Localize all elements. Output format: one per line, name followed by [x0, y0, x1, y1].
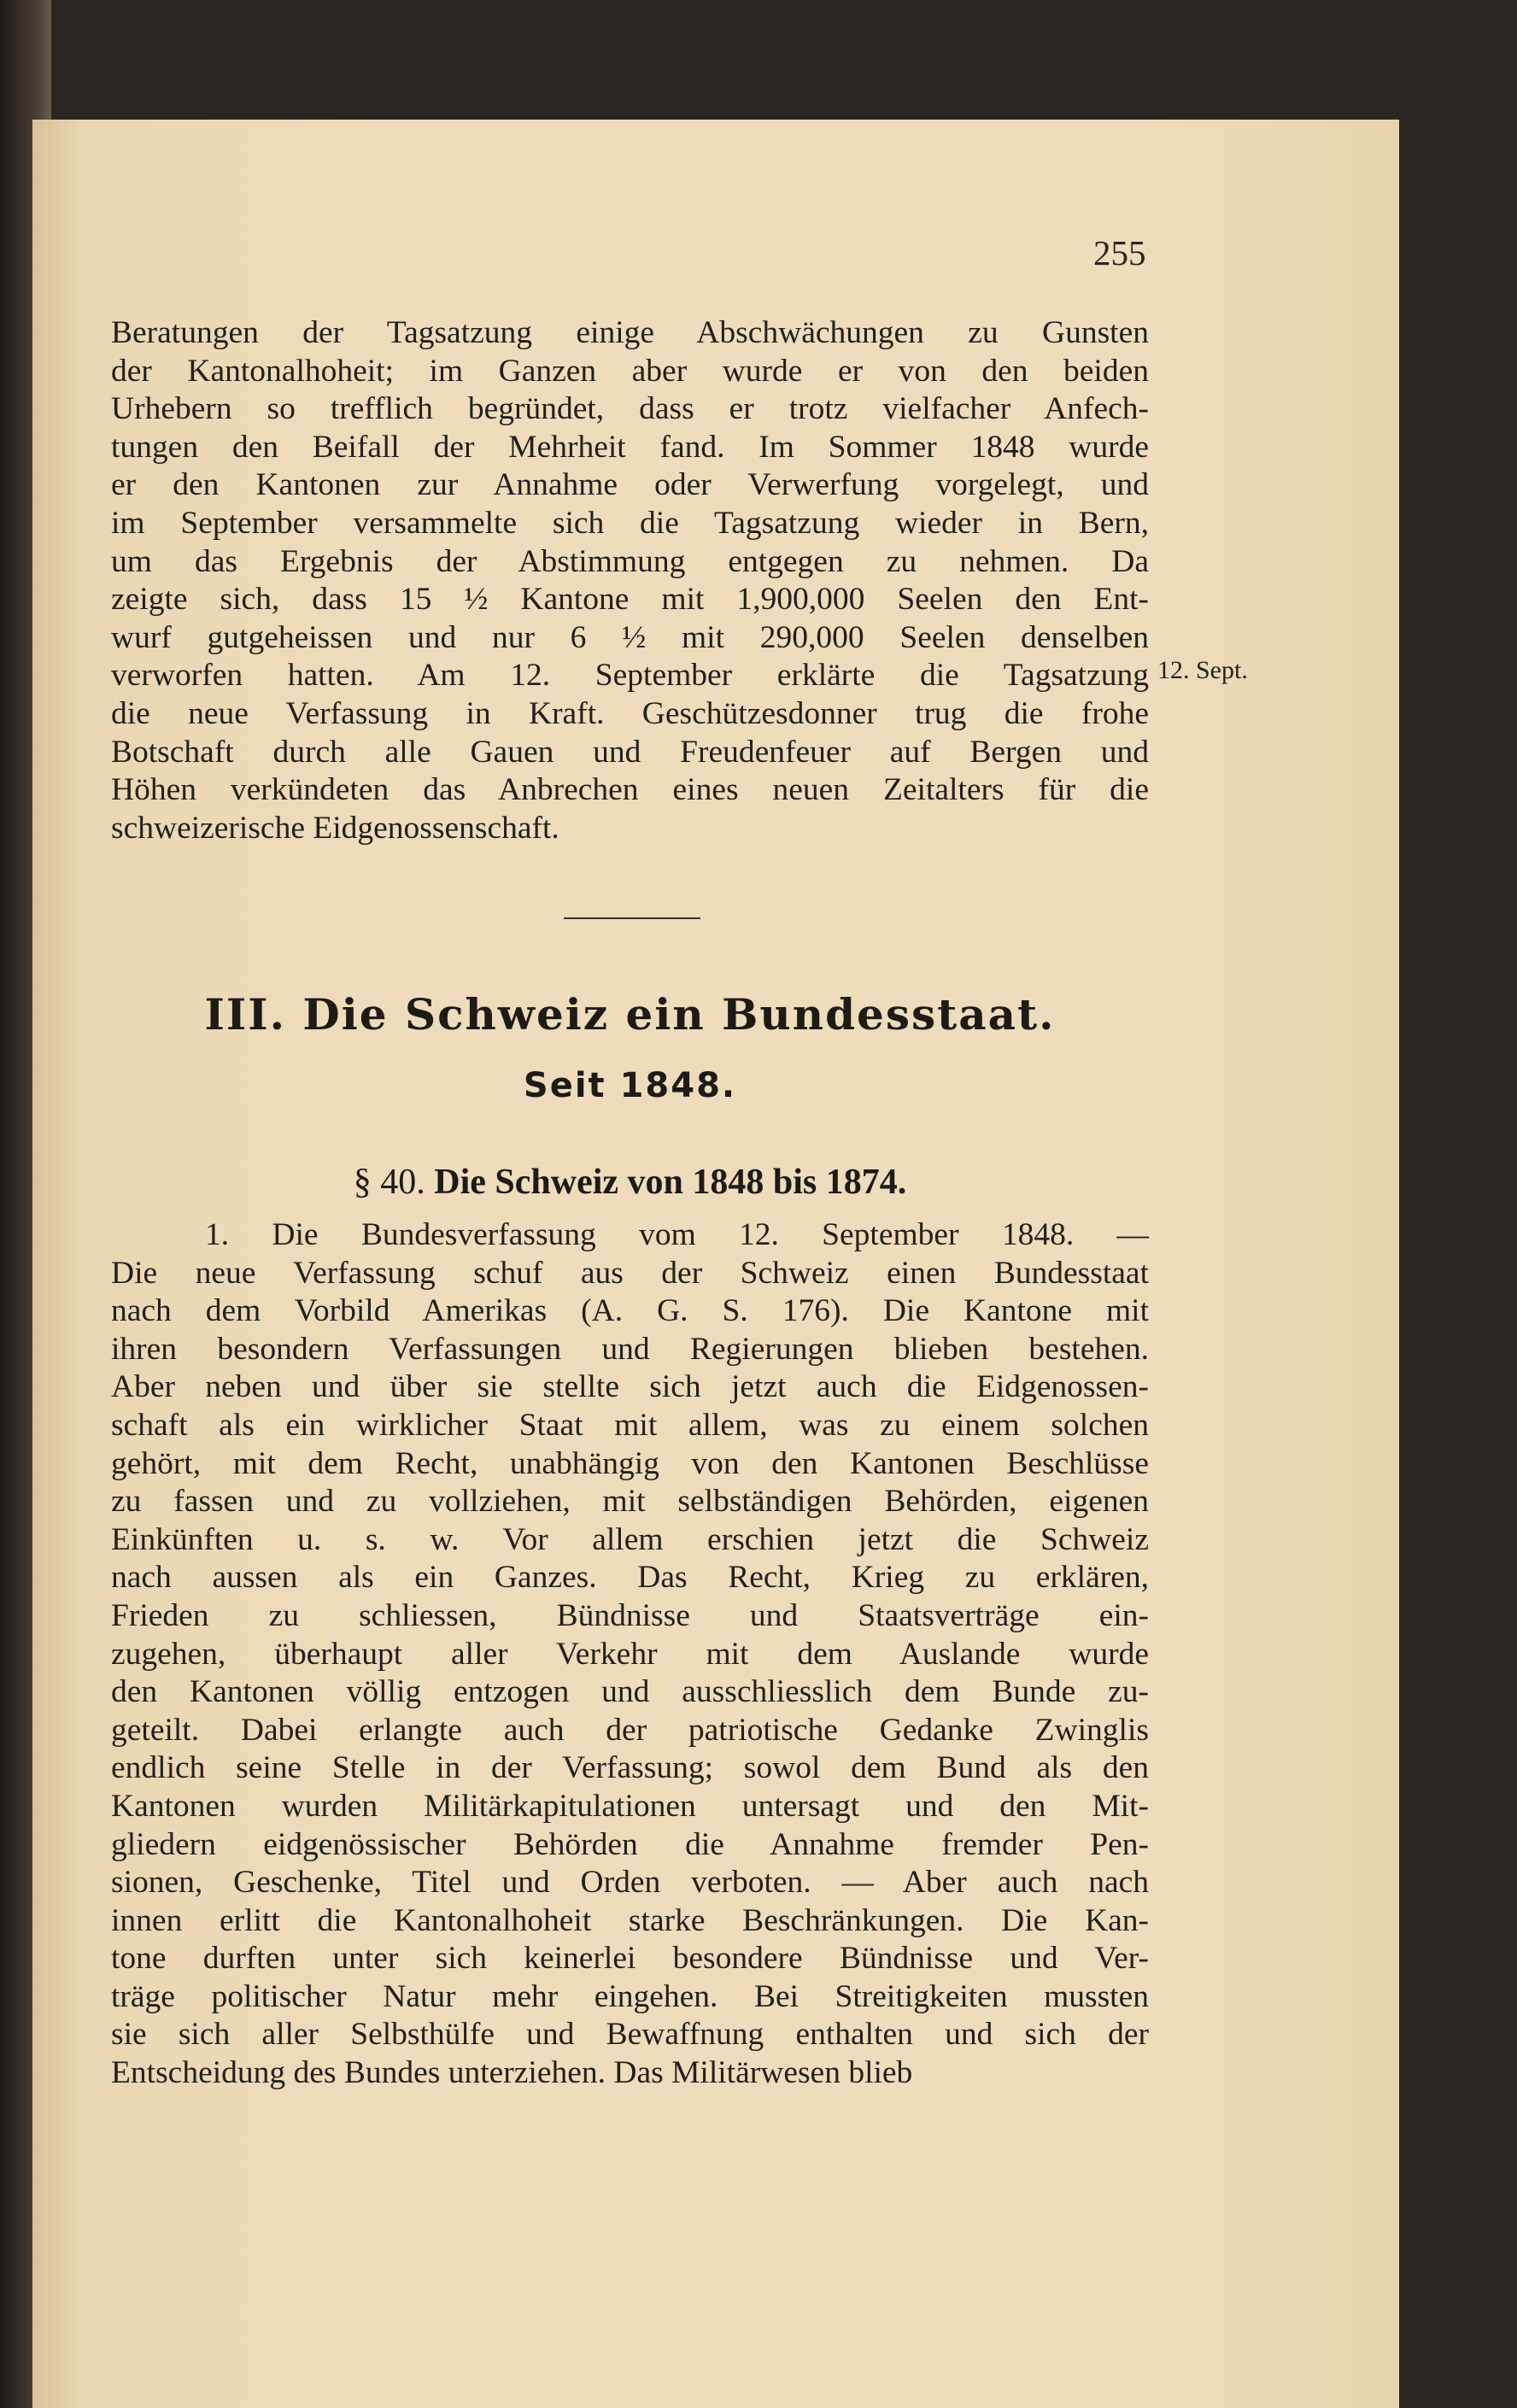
part-subtitle: Seit 1848.: [523, 1066, 737, 1105]
text-line: Aber neben und über sie stellte sich jetzt auch die Eidgenossen-: [111, 1369, 1149, 1405]
text-line: zugehen, überhaupt aller Verkehr mit dem Auslande wurde: [111, 1636, 1149, 1672]
text-line: um das Ergebnis der Abstimmung entgegen zu nehmen. Da: [111, 543, 1149, 579]
text-line: träge politischer Natur mehr eingehen. Bei Streitigkeiten mussten: [111, 1978, 1149, 2014]
text-line: wurf gutgeheissen und nur 6 ½ mit 290,000 Seelen denselben: [111, 619, 1149, 655]
text-line: verworfen hatten. Am 12. September erklärte die Tagsatzung: [111, 658, 1149, 694]
margin-note: 12. Sept.: [1157, 656, 1248, 684]
text-line: tungen den Beifall der Mehrheit fand. Im Sommer 1848 wurde: [111, 429, 1149, 465]
text-line: Botschaft durch alle Gauen und Freudenfeuer auf Bergen und: [111, 734, 1149, 770]
text-line: nach dem Vorbild Amerikas (A. G. S. 176). Die Kantone mit: [111, 1293, 1149, 1329]
text-line: sionen, Geschenke, Titel und Orden verboten. — Aber auch nach: [111, 1865, 1149, 1901]
section-number: § 40.: [353, 1163, 425, 1202]
page-number: 255: [1093, 233, 1146, 272]
text-line: Höhen verkündeten das Anbrechen eines neuen Zeitalters für die: [111, 772, 1149, 808]
paragraph-1: [111, 314, 1149, 847]
text-line: er den Kantonen zur Annahme oder Verwerfung vorgelegt, und: [111, 467, 1149, 503]
section-title: Die Schweiz von 1848 bis 1874.: [434, 1163, 907, 1202]
text-line: Einkünften u. s. w. Vor allem erschien jetzt die Schweiz: [111, 1521, 1149, 1557]
text-line: ihren besondern Verfassungen und Regierungen blieben bestehen.: [111, 1331, 1149, 1367]
text-line: Entscheidung des Bundes unterziehen. Das Militärwesen blieb: [111, 2055, 913, 2091]
text-line: Kantonen wurden Militärkapitulationen untersagt und den Mit-: [111, 1788, 1149, 1824]
text-line: 1. Die Bundesverfassung vom 12. September 1848. —: [205, 1217, 1149, 1252]
text-line: gliedern eidgenössischer Behörden die Annahme fremder Pen-: [111, 1826, 1149, 1862]
text-line: zeigte sich, dass 15 ½ Kantone mit 1,900,000 Seelen den Ent-: [111, 582, 1149, 618]
text-line: nach aussen als ein Ganzes. Das Recht, Krieg zu erklären,: [111, 1560, 1149, 1596]
section-heading: [111, 1162, 1149, 1203]
text-line: im September versammelte sich die Tagsatzung wieder in Bern,: [111, 505, 1149, 541]
text-line: Frieden zu schliessen, Bündnisse und Staatsverträge ein-: [111, 1597, 1149, 1633]
section-separator: [564, 917, 700, 919]
text-line: schweizerische Eidgenossenschaft.: [111, 810, 559, 846]
text-line: tone durften unter sich keinerlei besondere Bündnisse und Ver-: [111, 1941, 1149, 1977]
text-line: Urhebern so trefflich begründet, dass er trotz vielfacher Anfech-: [111, 391, 1149, 427]
part-title: III. Die Schweiz ein Bundesstaat.: [204, 989, 1056, 1040]
text-line: Die neue Verfassung schuf aus der Schweiz einen Bundesstaat: [111, 1255, 1149, 1291]
text-line: geteilt. Dabei erlangte auch der patriotische Gedanke Zwinglis: [111, 1712, 1149, 1748]
text-line: Beratungen der Tagsatzung einige Abschwächungen zu Gunsten: [111, 315, 1149, 350]
text-line: gehört, mit dem Recht, unabhängig von den Kantonen Beschlüsse: [111, 1445, 1149, 1481]
text-line: sie sich aller Selbsthülfe und Bewaffnung enthalten und sich der: [111, 2017, 1149, 2053]
text-line: den Kantonen völlig entzogen und ausschliesslich dem Bunde zu-: [111, 1674, 1149, 1710]
text-line: zu fassen und zu vollziehen, mit selbständigen Behörden, eigenen: [111, 1484, 1149, 1520]
text-line: innen erlitt die Kantonalhoheit starke Beschränkungen. Die Kan-: [111, 1902, 1149, 1938]
text-line: die neue Verfassung in Kraft. Geschützesdonner trug die frohe: [111, 695, 1149, 731]
paragraph-2: [111, 1216, 1149, 2093]
text-line: schaft als ein wirklicher Staat mit allem, was zu einem solchen: [111, 1407, 1149, 1443]
text-line: endlich seine Stelle in der Verfassung; sowol dem Bund als den: [111, 1750, 1149, 1786]
text-line: der Kantonalhoheit; im Ganzen aber wurde er von den beiden: [111, 353, 1149, 389]
